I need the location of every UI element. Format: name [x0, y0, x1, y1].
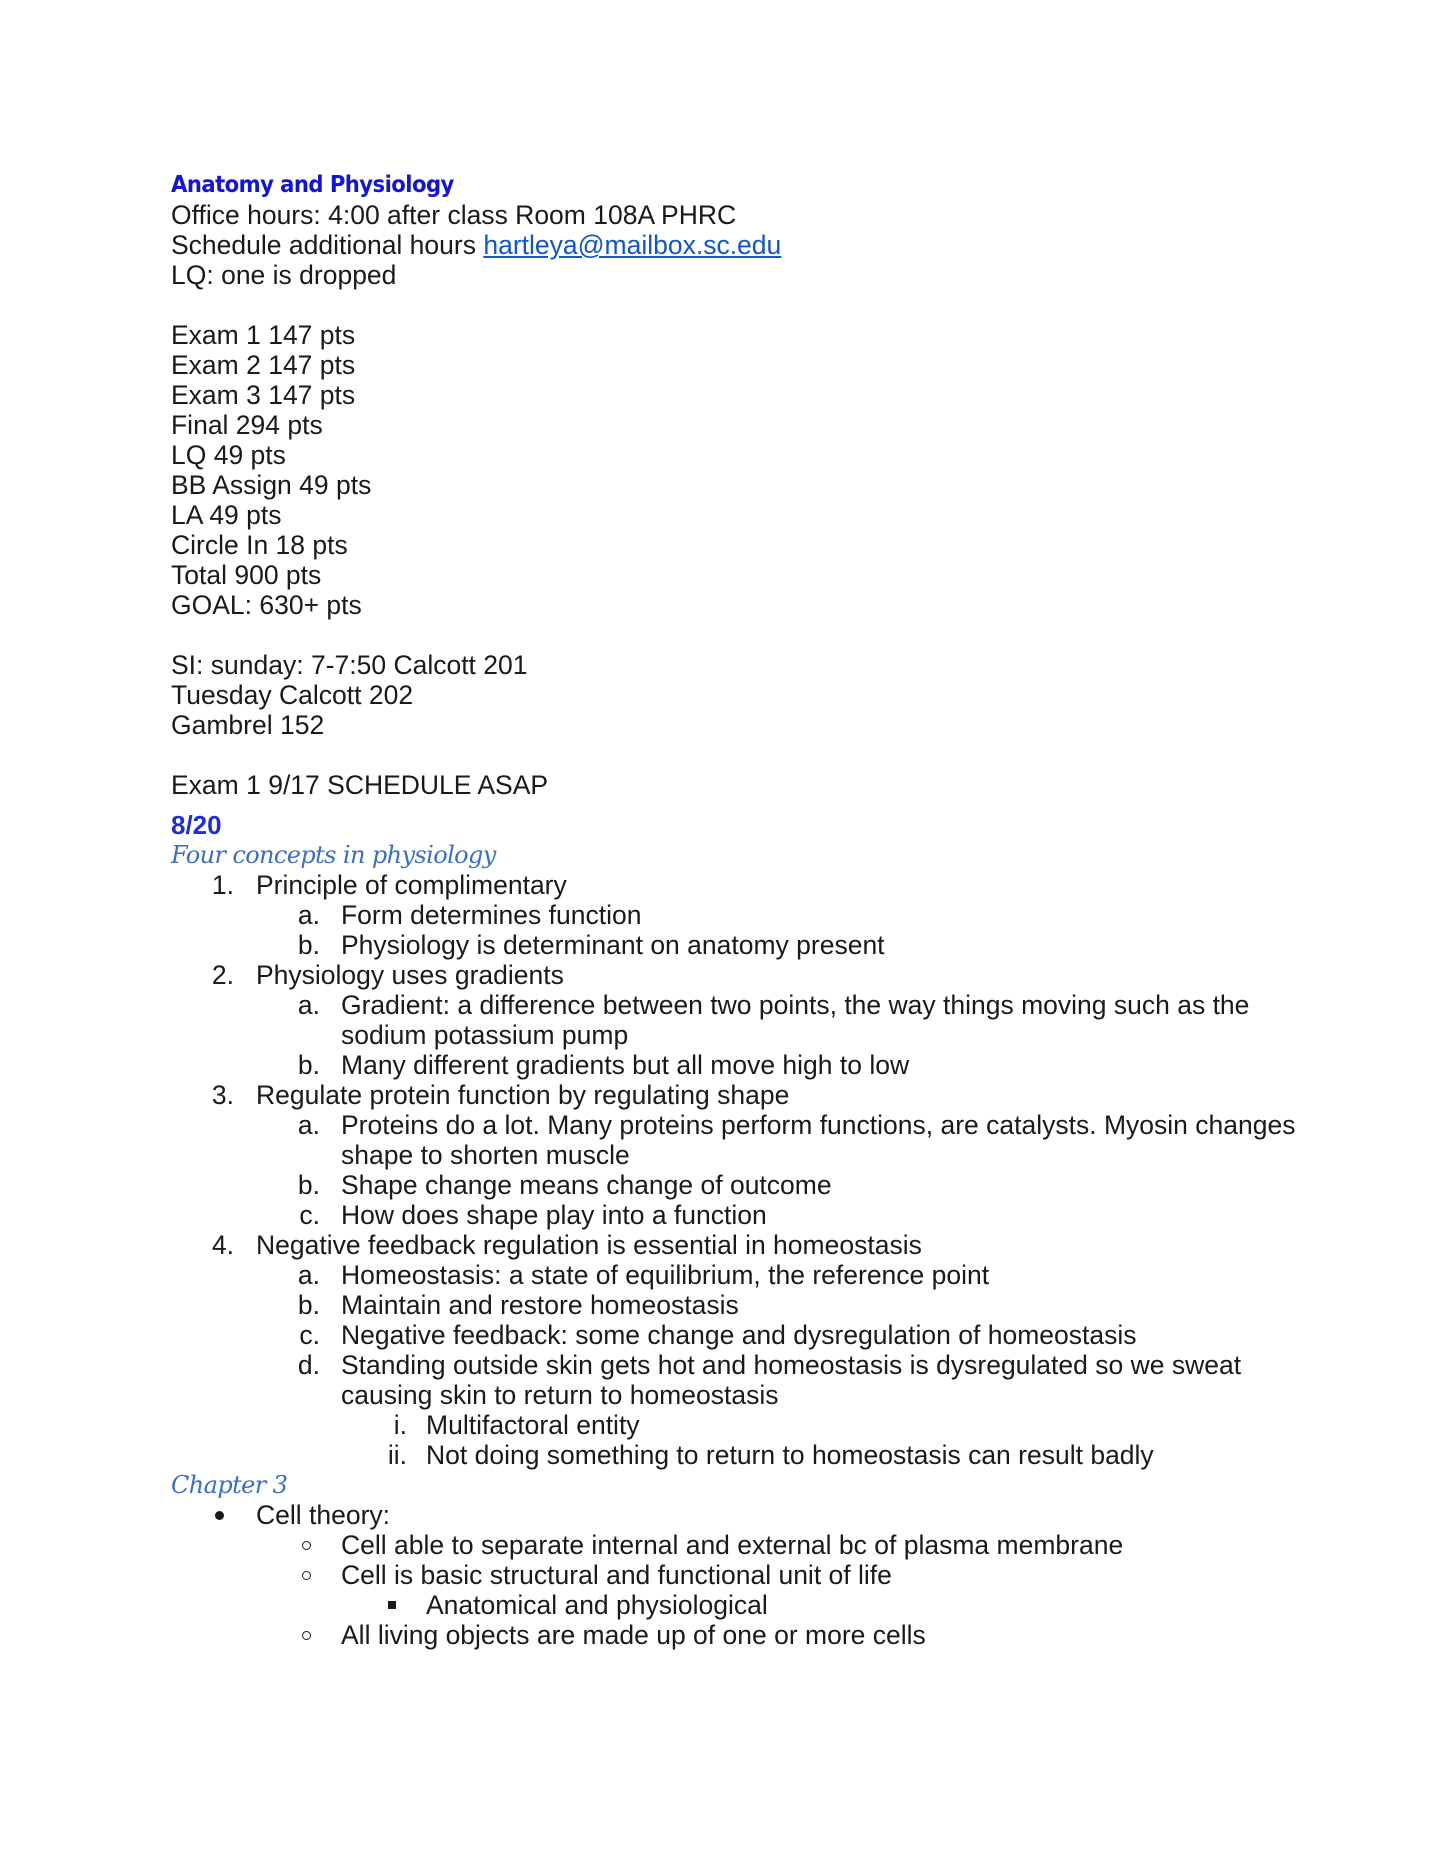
grading-item: LA 49 pts [171, 500, 282, 530]
list-item: 2. Physiology uses gradients [171, 960, 1321, 990]
list-subitem-cont: shape to shorten muscle [341, 1140, 630, 1170]
grading-item: Exam 2 147 pts [171, 350, 356, 380]
exam-note: Exam 1 9/17 SCHEDULE ASAP [171, 770, 549, 800]
grading-item: Exam 3 147 pts [171, 380, 356, 410]
list-subitem: a. Gradient: a difference between two points, the way things moving such as the [297, 990, 1250, 1020]
list-subsubitem: i. Multifactoral entity [393, 1410, 640, 1440]
document-page [171, 168, 1321, 1650]
grading-item: Circle In 18 pts [171, 530, 348, 560]
grading-item: LQ 49 pts [171, 440, 286, 470]
list-subitem: b. Physiology is determinant on anatomy present [297, 930, 885, 960]
bullet-circle-icon [302, 1571, 311, 1580]
concepts-heading: Four concepts in physiology [171, 841, 496, 869]
list-marker: 2. [211, 960, 234, 990]
si-session: SI: sunday: 7-7:50 Calcott 201 [171, 650, 528, 680]
doc-title: Anatomy and Physiology [171, 172, 454, 198]
schedule-prefix: Schedule additional hours [171, 230, 484, 260]
lq-note: LQ: one is dropped [171, 260, 397, 290]
bullet-square-icon [388, 1601, 396, 1609]
list-marker: 3. [211, 1080, 234, 1110]
si-sessions [171, 650, 1321, 740]
office-hours: Office hours: 4:00 after class Room 108A PHRC [171, 200, 737, 230]
bullet-circle-icon [302, 1631, 311, 1640]
chapter-heading: Chapter 3 [171, 1471, 288, 1499]
list-marker: 4. [211, 1230, 234, 1260]
grading-item: Exam 1 147 pts [171, 320, 356, 350]
bullet-item: Cell theory: [171, 1500, 1321, 1530]
list-subitem: b. Shape change means change of outcome [297, 1170, 832, 1200]
list-subitem: a. Proteins do a lot. Many proteins perform functions, are catalysts. Myosin changes [297, 1110, 1296, 1140]
list-marker: 1. [211, 870, 234, 900]
bullet-dot-icon [215, 1511, 224, 1520]
email-link[interactable]: hartleya@mailbox.sc.edu [483, 230, 782, 260]
list-subitem: c. Negative feedback: some change and dysregulation of homeostasis [299, 1320, 1137, 1350]
chapter-list [171, 1500, 1321, 1650]
list-subitem: a. Homeostasis: a state of equilibrium, the reference point [297, 1260, 990, 1290]
bullet-subitem: All living objects are made up of one or more cells [171, 1620, 1321, 1650]
si-session: Gambrel 152 [171, 710, 325, 740]
concepts-list [171, 870, 1321, 1470]
bullet-subsubitem: Anatomical and physiological [171, 1590, 1321, 1620]
list-subsubitem: ii. Not doing something to return to homeostasis can result badly [387, 1440, 1154, 1470]
date-heading: 8/20 [171, 810, 222, 840]
list-item: 1. Principle of complimentary [171, 870, 1321, 900]
grading-item: Total 900 pts [171, 560, 322, 590]
grading-item: BB Assign 49 pts [171, 470, 372, 500]
list-subitem: b. Many different gradients but all move high to low [297, 1050, 910, 1080]
list-subitem: d. Standing outside skin gets hot and homeostasis is dysregulated so we sweat [297, 1350, 1242, 1380]
list-subitem-cont: sodium potassium pump [341, 1020, 629, 1050]
list-subitem-cont: causing skin to return to homeostasis [341, 1380, 779, 1410]
list-subitem: b. Maintain and restore homeostasis [297, 1290, 739, 1320]
bullet-subitem: Cell is basic structural and functional unit of life [171, 1560, 1321, 1590]
list-subitem: a. Form determines function [297, 900, 642, 930]
grading-list [171, 320, 1321, 620]
bullet-circle-icon [302, 1541, 311, 1550]
list-subitem: c. How does shape play into a function [299, 1200, 767, 1230]
schedule-line [171, 230, 1321, 260]
list-item: 4. Negative feedback regulation is essential in homeostasis [171, 1230, 1321, 1260]
grading-item: Final 294 pts [171, 410, 323, 440]
grading-item: GOAL: 630+ pts [171, 590, 362, 620]
bullet-subitem: Cell able to separate internal and external bc of plasma membrane [171, 1530, 1321, 1560]
si-session: Tuesday Calcott 202 [171, 680, 414, 710]
list-item: 3. Regulate protein function by regulating shape [171, 1080, 1321, 1110]
